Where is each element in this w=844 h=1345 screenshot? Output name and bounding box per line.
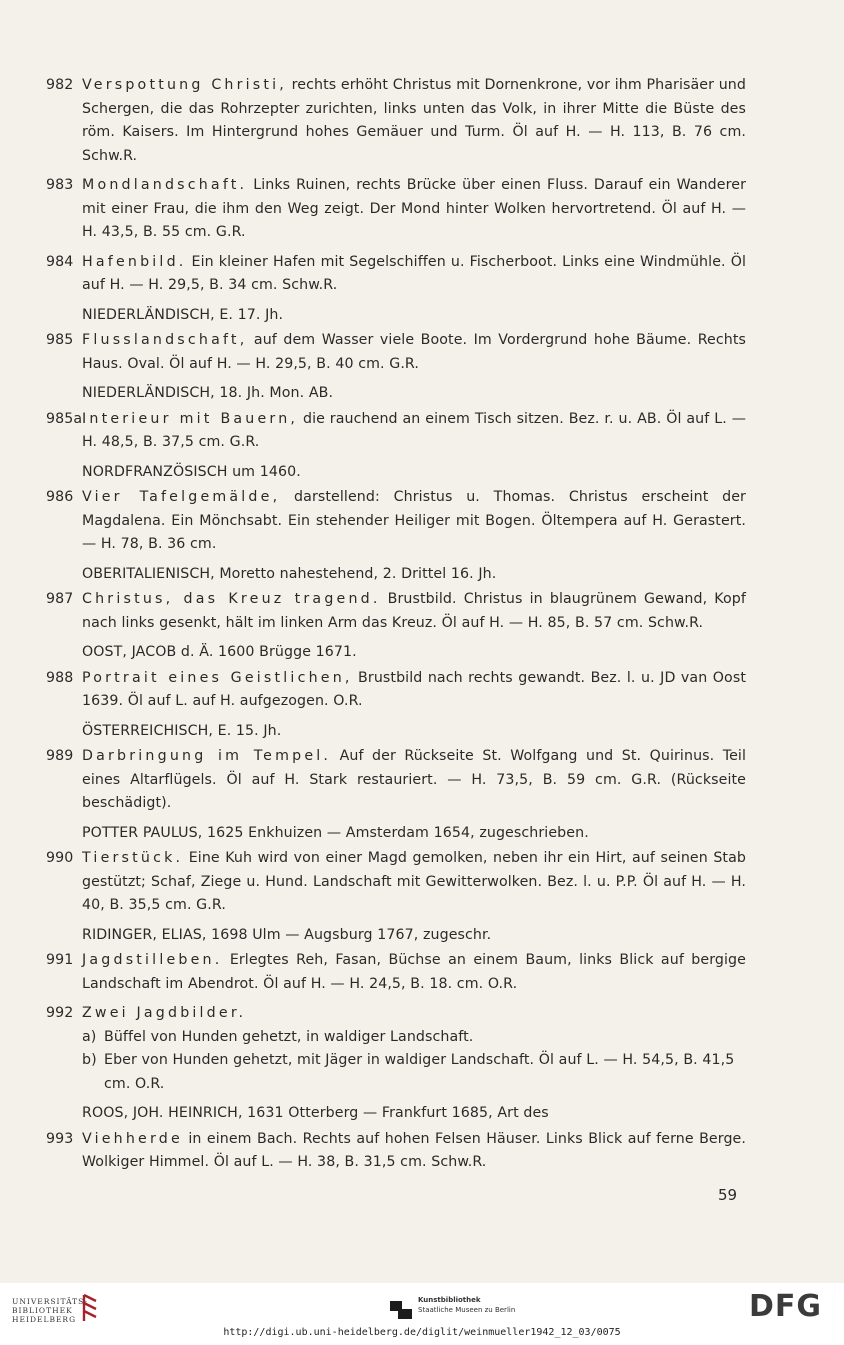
entry-title: Vier Tafelgemälde, bbox=[82, 489, 281, 505]
artist-heading: NIEDERLÄNDISCH, E. 17. Jh. bbox=[82, 306, 284, 323]
subitem-label: a) bbox=[82, 1028, 97, 1045]
entry-description: Links Ruinen, rechts Brücke über einen Fluss. Darauf ein Wanderer mit einer Frau, die ihm den Weg zeigt. Der Mond hinter Wolken hervortretend. Öl auf H. — H. 43,5, B. 55 cm. G.R. bbox=[82, 177, 746, 240]
entry-description: in einem Bach. Rechts auf hohen Felsen Häuser. Links Blick auf ferne Berge. Wolkiger Himmel. Öl auf L. — H. 38, B. 31,5 cm. Schw.R. bbox=[82, 1130, 746, 1170]
entry-subitem bbox=[82, 1049, 746, 1096]
subitem-label: b) bbox=[82, 1052, 97, 1068]
entry-title: Interieur mit Bauern, bbox=[82, 410, 299, 427]
subitem-text: Eber von Hunden gehetzt, mit Jäger in waldiger Landschaft. Öl auf L. — H. 54,5, B. 41,5 cm. O.R. bbox=[104, 1052, 735, 1092]
page-url[interactable]: http://digi.ub.uni-heidelberg.de/diglit/weinmueller1942_12_03/0075 bbox=[223, 1327, 621, 1338]
catalog-entry bbox=[46, 745, 746, 816]
entry-description: Eine Kuh wird von einer Magd gemolken, neben ihr ein Hirt, auf seinen Stab gestützt; Schaf, Ziege u. Hund. Landschaft mit Gewitterwolken. Bez. l. u. P.P. Öl auf H. — H. 40, B. 35,5 cm. G.R. bbox=[82, 850, 746, 913]
catalog-entry bbox=[46, 251, 746, 298]
ub-heidelberg-logo-icon[interactable] bbox=[80, 1293, 102, 1323]
entry-number: 985a bbox=[46, 410, 83, 427]
entry-number: 992 bbox=[46, 1005, 74, 1021]
entry-number: 991 bbox=[46, 952, 74, 968]
entry-description: Brustbild nach rechts gewandt. Bez. l. u. JD van Oost 1639. Öl auf L. auf H. aufgezogen. O.R. bbox=[82, 669, 746, 709]
entry-title: Hafenbild. bbox=[82, 253, 187, 270]
entry-number: 988 bbox=[46, 669, 74, 686]
artist-heading: NORDFRANZÖSISCH um 1460. bbox=[82, 463, 301, 480]
entry-title: Flusslandschaft, bbox=[82, 332, 248, 348]
entry-title: Zwei Jagdbilder. bbox=[82, 1005, 247, 1021]
artist-heading: OBERITALIENISCH, Moretto nahestehend, 2. Drittel 16. Jh. bbox=[82, 565, 497, 582]
entry-description: die rauchend an einem Tisch sitzen. Bez. r. u. AB. Öl auf L. — H. 48,5, B. 37,5 cm. G.R. bbox=[82, 410, 746, 450]
entry-number: 993 bbox=[46, 1130, 74, 1147]
kunstbibliothek-logo-icon[interactable] bbox=[388, 1295, 414, 1321]
catalog-entry bbox=[46, 667, 746, 714]
entry-number: 985 bbox=[46, 332, 74, 348]
catalog-entry bbox=[46, 1002, 746, 1096]
entry-title: Portrait eines Geistlichen, bbox=[82, 669, 353, 686]
catalog-entry bbox=[46, 588, 746, 635]
ub-line: UNIVERSITÄTS- bbox=[12, 1297, 89, 1306]
entry-description: darstellend: Christus u. Thomas. Christus erscheint der Magdalena. Ein Mönchsabt. Ein stehender Heiliger mit Bogen. Öltempera auf H. Gerastert. — H. 78, B. 36 cm. bbox=[82, 489, 746, 552]
entry-number: 990 bbox=[46, 850, 74, 866]
entry-title: Christus, das Kreuz tragend. bbox=[82, 591, 381, 607]
entry-description: Brustbild. Christus in blaugrünem Gewand, Kopf nach links gesenkt, hält im linken Arm das Kreuz. Öl auf H. — H. 85, B. 57 cm. Schw.R. bbox=[82, 591, 746, 631]
entry-number: 987 bbox=[46, 591, 74, 607]
catalog-entry bbox=[46, 174, 746, 245]
entry-description: Erlegtes Reh, Fasan, Büchse an einem Baum, links Blick auf bergige Landschaft im Abendrot. Öl auf H. — H. 24,5, B. 18. cm. O.R. bbox=[82, 952, 746, 992]
artist-heading: ÖSTERREICHISCH, E. 15. Jh. bbox=[82, 722, 282, 739]
catalog-entry bbox=[46, 74, 746, 168]
catalog-entry bbox=[46, 949, 746, 996]
artist-heading: OOST, JACOB d. Ä. 1600 Brügge 1671. bbox=[82, 644, 357, 660]
entry-number: 983 bbox=[46, 177, 74, 193]
entry-number: 984 bbox=[46, 253, 74, 270]
catalog-entry bbox=[46, 1128, 746, 1175]
entry-title: Viehherde bbox=[82, 1130, 183, 1147]
dfg-logo[interactable]: DFG bbox=[749, 1289, 823, 1324]
footer-bar bbox=[0, 1283, 844, 1345]
entry-number: 989 bbox=[46, 748, 74, 764]
entry-subitem bbox=[82, 1026, 746, 1050]
entry-description: auf dem Wasser viele Boote. Im Vordergrund hohe Bäume. Rechts Haus. Oval. Öl auf H. — H. 29,5, B. 40 cm. G.R. bbox=[82, 332, 746, 372]
entry-description: Ein kleiner Hafen mit Segelschiffen u. Fischerboot. Links eine Windmühle. Öl auf H. — H. 29,5, B. 34 cm. Schw.R. bbox=[82, 253, 746, 293]
artist-heading: ROOS, JOH. HEINRICH, 1631 Otterberg — Frankfurt 1685, Art des bbox=[82, 1105, 549, 1121]
entry-title: Darbringung im Tempel. bbox=[82, 748, 332, 764]
catalog-entry bbox=[46, 486, 746, 557]
entry-title: Verspottung Christi, bbox=[82, 77, 287, 93]
catalog-entry bbox=[46, 408, 746, 455]
entry-title: Tierstück. bbox=[82, 850, 184, 866]
entry-number: 982 bbox=[46, 77, 74, 93]
subitem-text: Büffel von Hunden gehetzt, in waldiger Landschaft. bbox=[104, 1028, 474, 1045]
artist-heading: RIDINGER, ELIAS, 1698 Ulm — Augsburg 1767, zugeschr. bbox=[82, 926, 492, 943]
entry-title: Jagdstilleben. bbox=[82, 952, 223, 968]
catalog-entry bbox=[46, 329, 746, 376]
catalog-entries bbox=[46, 74, 746, 1181]
ub-line: BIBLIOTHEK bbox=[12, 1306, 73, 1315]
artist-heading: POTTER PAULUS, 1625 Enkhuizen — Amsterdam 1654, zugeschrieben. bbox=[82, 824, 589, 841]
ub-heidelberg-label[interactable] bbox=[12, 1297, 88, 1324]
entry-number: 986 bbox=[46, 489, 74, 505]
kunstbibliothek-label[interactable] bbox=[418, 1295, 515, 1315]
catalog-entry bbox=[46, 847, 746, 918]
entry-description: Auf der Rückseite St. Wolfgang und St. Quirinus. Teil eines Altarflügels. Öl auf H. Stark restauriert. — H. 73,5, B. 59 cm. G.R. (Rückseite beschädigt). bbox=[82, 748, 746, 811]
entry-title: Mondlandschaft. bbox=[82, 177, 248, 193]
ub-line: HEIDELBERG bbox=[12, 1315, 77, 1324]
entry-description: rechts erhöht Christus mit Dornenkrone, vor ihm Pharisäer und Schergen, die das Rohrzepter zurichten, links unten das Volk, in ihrer Mitte die Büste des röm. Kaisers. Im Hintergrund hohes Gemäuer und Turm. Öl auf H. — H. 113, B. 76 cm. Schw.R. bbox=[82, 77, 746, 164]
page-number: 59 bbox=[718, 1186, 738, 1204]
kb-subtitle: Staatliche Museen zu Berlin bbox=[418, 1306, 516, 1314]
artist-heading: NIEDERLÄNDISCH, 18. Jh. Mon. AB. bbox=[82, 385, 334, 401]
kb-title: Kunstbibliothek bbox=[418, 1296, 481, 1304]
